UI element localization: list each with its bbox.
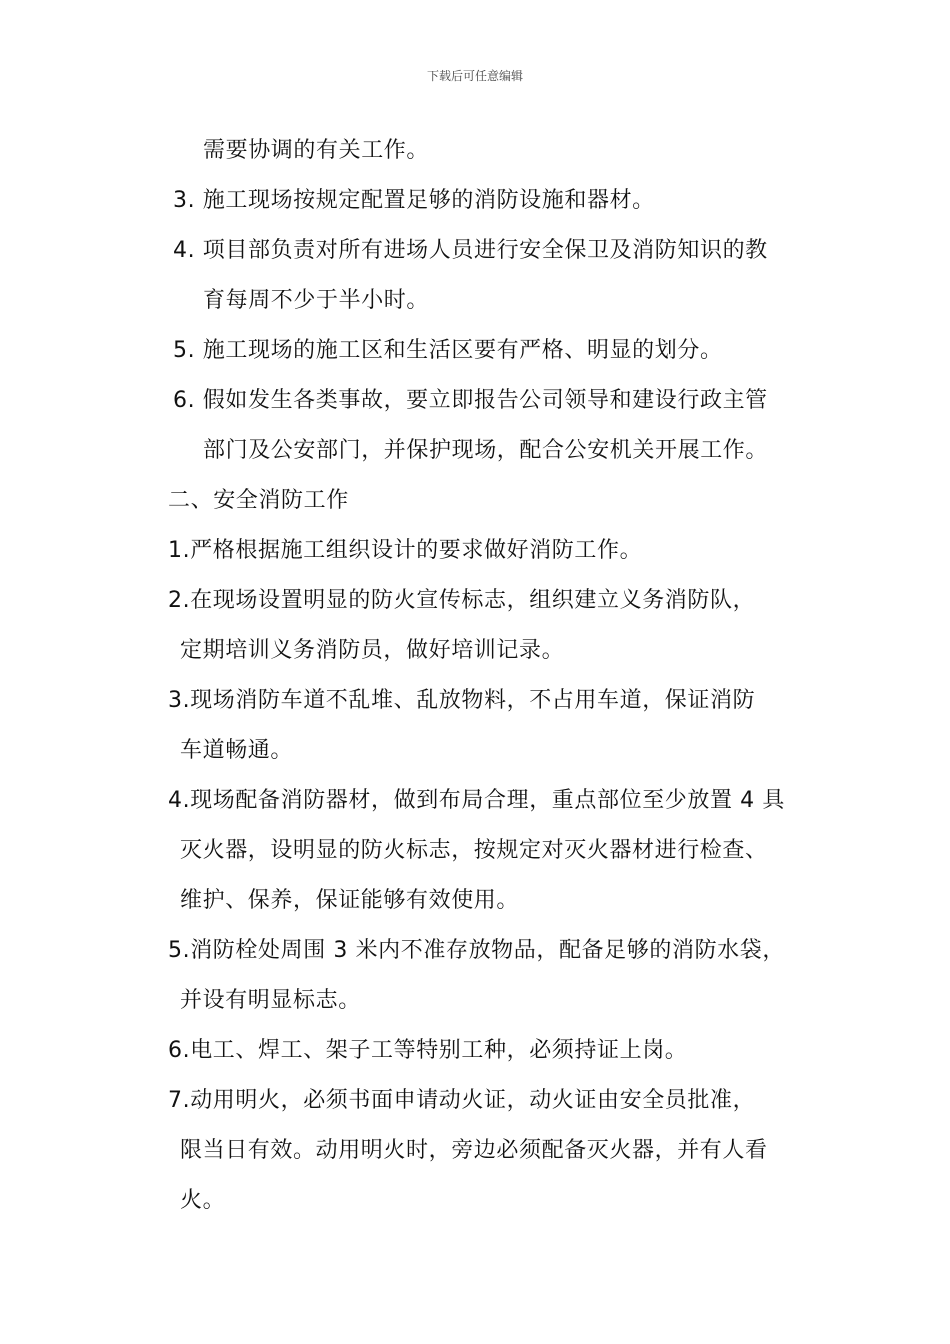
page-header: 下载后可任意编辑	[426, 69, 523, 83]
text-line: 育每周不少于半小时。	[203, 288, 430, 313]
list-item: 2.在现场设置明显的防火宣传标志，组织建立义务消防队，	[168, 588, 756, 613]
text-line: 部门及公安部门，并保护现场，配合公安机关开展工作。	[203, 438, 769, 463]
list-item: 4.现场配备消防器材，做到布局合理，重点部位至少放置 4 具	[168, 788, 785, 813]
text-line: 火。	[180, 1188, 226, 1213]
text-line: 限当日有效。动用明火时，旁边必须配备灭火器，并有人看	[180, 1138, 768, 1163]
list-item: 5.消防栓处周围 3 米内不准存放物品，配备足够的消防水袋，	[168, 938, 785, 963]
text-line: 需要协调的有关工作。	[203, 138, 430, 163]
text-line: 车道畅通。	[180, 738, 294, 763]
list-item: 3. 施工现场按规定配置足够的消防设施和器材。	[173, 188, 655, 213]
section-heading: 二、安全消防工作	[168, 488, 349, 513]
list-item: 6.电工、焊工、架子工等特别工种，必须持证上岗。	[168, 1038, 688, 1063]
list-item: 3.现场消防车道不乱堆、乱放物料，不占用车道，保证消防	[168, 688, 756, 713]
list-item: 5. 施工现场的施工区和生活区要有严格、明显的划分。	[173, 338, 723, 363]
list-item: 1.严格根据施工组织设计的要求做好消防工作。	[168, 538, 643, 563]
list-item: 4. 项目部负责对所有进场人员进行安全保卫及消防知识的教	[173, 238, 768, 263]
list-item: 7.动用明火，必须书面申请动火证，动火证由安全员批准，	[168, 1088, 756, 1113]
text-line: 灭火器，设明显的防火标志，按规定对灭火器材进行检查、	[180, 838, 768, 863]
text-line: 定期培训义务消防员，做好培训记录。	[180, 638, 565, 663]
text-line: 维护、保养，保证能够有效使用。	[180, 888, 520, 913]
text-line: 并设有明显标志。	[180, 988, 361, 1013]
list-item: 6. 假如发生各类事故，要立即报告公司领导和建设行政主管	[173, 388, 768, 413]
